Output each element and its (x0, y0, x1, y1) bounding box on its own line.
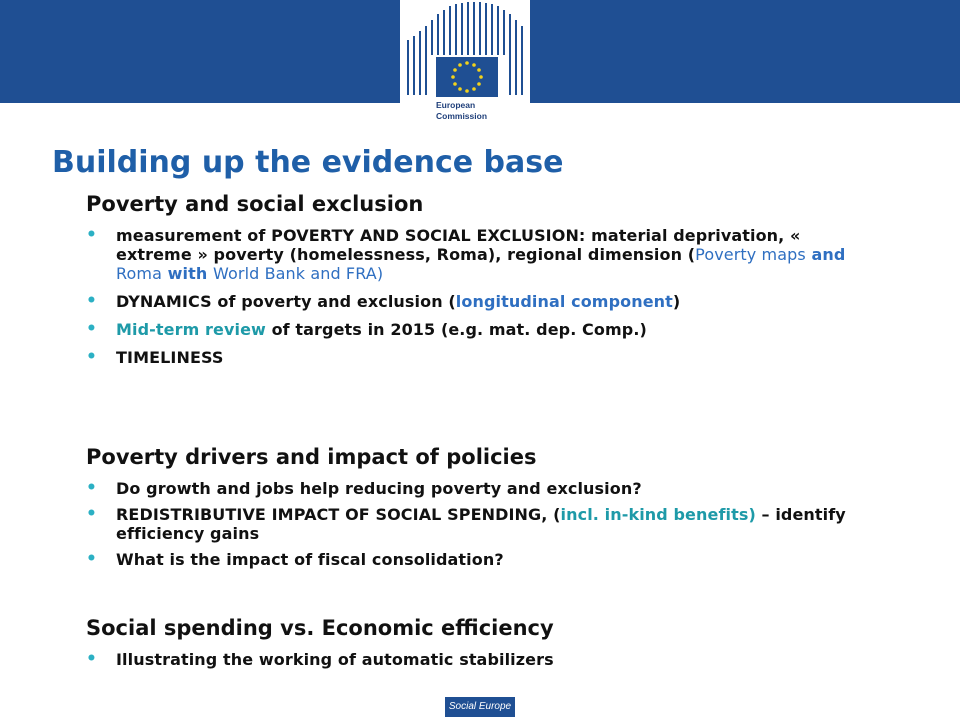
list-item: • What is the impact of fiscal consolidation? (86, 550, 876, 569)
list-item: • Do growth and jobs help reducing poverty and exclusion? (86, 479, 876, 498)
list-item: • Mid-term review of targets in 2015 (e.g. mat. dep. Comp.) (86, 320, 876, 339)
eu-building-icon (400, 0, 530, 100)
logo-wordmark (436, 100, 487, 122)
list-item: • Illustrating the working of automatic stabilizers (86, 650, 876, 669)
eu-commission-logo (400, 0, 530, 138)
page-title: Building up the evidence base (52, 145, 564, 180)
bullet-list-spending (86, 650, 876, 669)
list-item: • TIMELINESS (86, 348, 876, 367)
social-europe-badge: Social Europe (445, 697, 515, 717)
bullet-list-poverty (86, 226, 876, 367)
list-item: • measurement of POVERTY AND SOCIAL EXCLUSION: material deprivation, « extreme » poverty (homelessness, Roma), regional dimension (Poverty maps and Roma with World Bank and FRA) (86, 226, 876, 283)
bullet-list-drivers (86, 479, 876, 569)
logo-line-2: Commission (436, 111, 488, 121)
section-heading-drivers: Poverty drivers and impact of policies (86, 445, 537, 469)
logo-line-1: European (436, 100, 476, 110)
section-heading-spending: Social spending vs. Economic efficiency (86, 616, 554, 640)
section-heading-poverty: Poverty and social exclusion (86, 192, 424, 216)
list-item: • DYNAMICS of poverty and exclusion (longitudinal component) (86, 292, 876, 311)
list-item: • REDISTRIBUTIVE IMPACT OF SOCIAL SPENDING, (incl. in-kind benefits) – identify efficiency gains (86, 505, 876, 543)
